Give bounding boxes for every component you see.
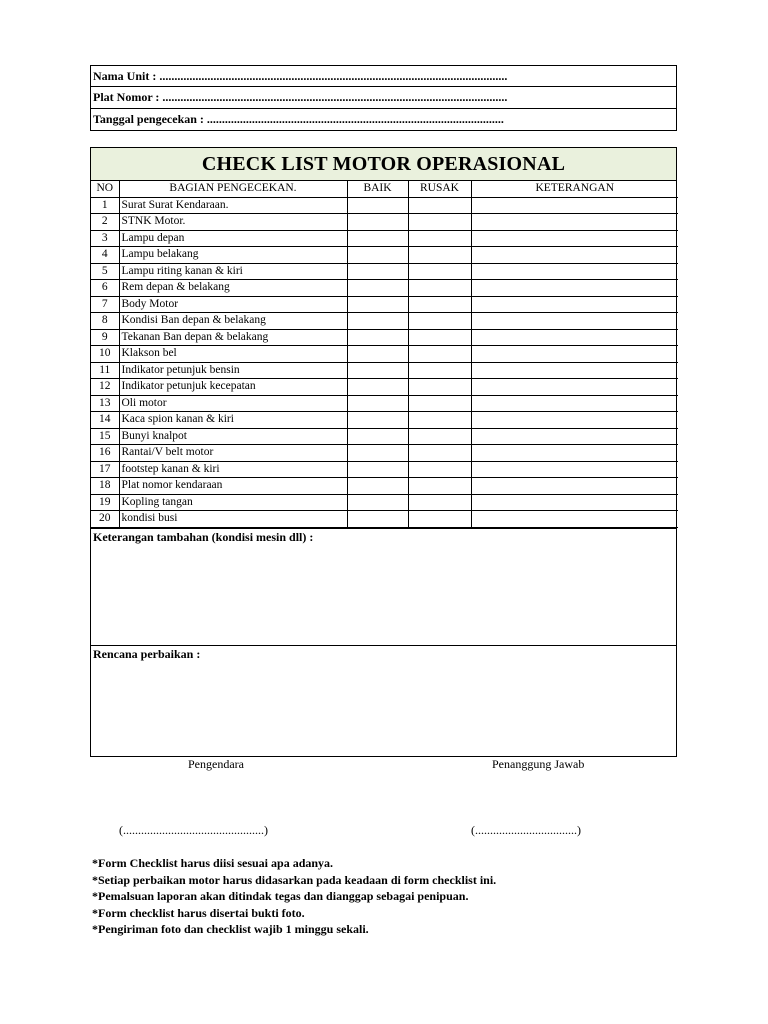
- table-row: [91, 428, 678, 445]
- column-header-baik: BAIK: [347, 181, 408, 197]
- baik-cell[interactable]: [347, 214, 408, 231]
- table-row: [91, 247, 678, 264]
- baik-cell[interactable]: [347, 197, 408, 214]
- rusak-cell[interactable]: [408, 214, 471, 231]
- keterangan-cell[interactable]: [471, 428, 678, 445]
- item-label: Plat nomor kendaraan: [119, 478, 347, 495]
- rusak-cell[interactable]: [408, 263, 471, 280]
- penanggung-jawab-signature-line[interactable]: (..................................): [471, 823, 581, 837]
- item-number: 17: [91, 461, 119, 478]
- item-label: Kaca spion kanan & kiri: [119, 412, 347, 429]
- keterangan-cell[interactable]: [471, 395, 678, 412]
- table-row: [91, 445, 678, 462]
- plat-nomor-field[interactable]: Plat Nomor : ...................................................................................................................: [91, 87, 676, 108]
- rusak-cell[interactable]: [408, 478, 471, 495]
- baik-cell[interactable]: [347, 511, 408, 528]
- keterangan-tambahan-section[interactable]: [91, 528, 676, 645]
- note-item: *Form Checklist harus diisi sesuai apa adanya.: [92, 856, 334, 870]
- item-number: 8: [91, 313, 119, 330]
- baik-cell[interactable]: [347, 230, 408, 247]
- form-title: CHECK LIST MOTOR OPERASIONAL: [91, 148, 676, 181]
- keterangan-cell[interactable]: [471, 346, 678, 363]
- item-number: 5: [91, 263, 119, 280]
- baik-cell[interactable]: [347, 280, 408, 297]
- table-row: [91, 461, 678, 478]
- table-header-row: [91, 181, 678, 197]
- table-row: [91, 412, 678, 429]
- rusak-cell[interactable]: [408, 346, 471, 363]
- keterangan-cell[interactable]: [471, 280, 678, 297]
- baik-cell[interactable]: [347, 329, 408, 346]
- table-row: [91, 478, 678, 495]
- item-label: Klakson bel: [119, 346, 347, 363]
- rusak-cell[interactable]: [408, 197, 471, 214]
- note-item: *Pengiriman foto dan checklist wajib 1 minggu sekali.: [92, 922, 369, 937]
- keterangan-cell[interactable]: [471, 494, 678, 511]
- rusak-cell[interactable]: [408, 379, 471, 396]
- rencana-perbaikan-label: Rencana perbaikan :: [93, 646, 201, 661]
- baik-cell[interactable]: [347, 478, 408, 495]
- keterangan-cell[interactable]: [471, 247, 678, 264]
- table-row: [91, 346, 678, 363]
- table-row: [91, 494, 678, 511]
- keterangan-cell[interactable]: [471, 379, 678, 396]
- item-label: Surat Surat Kendaraan.: [119, 197, 347, 214]
- baik-cell[interactable]: [347, 428, 408, 445]
- rusak-cell[interactable]: [408, 412, 471, 429]
- pengendara-signature-line[interactable]: (...............................................): [119, 823, 268, 837]
- rusak-cell[interactable]: [408, 280, 471, 297]
- column-header-bagian: BAGIAN PENGECEKAN.: [119, 181, 347, 197]
- item-label: Rem depan & belakang: [119, 280, 347, 297]
- item-number: 15: [91, 428, 119, 445]
- item-number: 6: [91, 280, 119, 297]
- item-label: STNK Motor.: [119, 214, 347, 231]
- table-row: [91, 296, 678, 313]
- note-item: *Form checklist harus disertai bukti foto.: [92, 905, 305, 920]
- item-label: Rantai/V belt motor: [119, 445, 347, 462]
- item-label: Indikator petunjuk kecepatan: [119, 379, 347, 396]
- table-row: [91, 395, 678, 412]
- penanggung-jawab-label: Penanggung Jawab: [492, 757, 585, 771]
- table-row: [91, 197, 678, 214]
- baik-cell[interactable]: [347, 445, 408, 462]
- baik-cell[interactable]: [347, 247, 408, 264]
- baik-cell[interactable]: [347, 395, 408, 412]
- note-item: *Setiap perbaikan motor harus didasarkan pada keadaan di form checklist ini.: [92, 872, 497, 887]
- item-number: 13: [91, 395, 119, 412]
- table-row: [91, 263, 678, 280]
- item-label: Oli motor: [119, 395, 347, 412]
- column-header-keterangan: KETERANGAN: [471, 181, 678, 197]
- item-number: 19: [91, 494, 119, 511]
- keterangan-cell[interactable]: [471, 412, 678, 429]
- baik-cell[interactable]: [347, 494, 408, 511]
- rusak-cell[interactable]: [408, 230, 471, 247]
- baik-cell[interactable]: [347, 296, 408, 313]
- rusak-cell[interactable]: [408, 445, 471, 462]
- item-number: 11: [91, 362, 119, 379]
- keterangan-cell[interactable]: [471, 197, 678, 214]
- item-label: Kondisi Ban depan & belakang: [119, 313, 347, 330]
- baik-cell[interactable]: [347, 362, 408, 379]
- item-number: 3: [91, 230, 119, 247]
- item-number: 7: [91, 296, 119, 313]
- column-header-no: NO: [91, 181, 119, 197]
- table-row: [91, 313, 678, 330]
- tanggal-pengecekan-field[interactable]: Tanggal pengecekan : ...................................................................................................: [93, 111, 504, 126]
- item-label: Lampu depan: [119, 230, 347, 247]
- rusak-cell[interactable]: [408, 296, 471, 313]
- baik-cell[interactable]: [347, 313, 408, 330]
- rusak-cell[interactable]: [408, 511, 471, 528]
- table-row: [91, 214, 678, 231]
- baik-cell[interactable]: [347, 346, 408, 363]
- notes-list: [92, 855, 496, 938]
- item-number: 18: [91, 478, 119, 495]
- table-row: [91, 280, 678, 297]
- table-row: [91, 379, 678, 396]
- keterangan-cell[interactable]: [471, 214, 678, 231]
- keterangan-cell[interactable]: [471, 362, 678, 379]
- item-label: Lampu riting kanan & kiri: [119, 263, 347, 280]
- keterangan-cell[interactable]: [471, 296, 678, 313]
- baik-cell[interactable]: [347, 379, 408, 396]
- keterangan-cell[interactable]: [471, 511, 678, 528]
- rusak-cell[interactable]: [408, 362, 471, 379]
- unit-info-box: [90, 65, 677, 131]
- pengendara-label: Pengendara: [188, 757, 244, 771]
- keterangan-tambahan-label: Keterangan tambahan (kondisi mesin dll) :: [93, 529, 314, 544]
- item-label: footstep kanan & kiri: [119, 461, 347, 478]
- nama-unit-field[interactable]: Nama Unit : ....................................................................................................................: [91, 66, 676, 87]
- rusak-cell[interactable]: [408, 395, 471, 412]
- item-number: 9: [91, 329, 119, 346]
- keterangan-cell[interactable]: [471, 478, 678, 495]
- baik-cell[interactable]: [347, 461, 408, 478]
- baik-cell[interactable]: [347, 263, 408, 280]
- keterangan-cell[interactable]: [471, 313, 678, 330]
- note-item: *Pemalsuan laporan akan ditindak tegas dan dianggap sebagai penipuan.: [92, 889, 469, 904]
- item-label: Lampu belakang: [119, 247, 347, 264]
- item-number: 4: [91, 247, 119, 264]
- table-row: [91, 230, 678, 247]
- item-number: 12: [91, 379, 119, 396]
- item-label: Kopling tangan: [119, 494, 347, 511]
- item-number: 16: [91, 445, 119, 462]
- item-label: kondisi busi: [119, 511, 347, 528]
- table-row: [91, 511, 678, 528]
- keterangan-cell[interactable]: [471, 329, 678, 346]
- table-row: [91, 362, 678, 379]
- item-number: 2: [91, 214, 119, 231]
- item-number: 20: [91, 511, 119, 528]
- keterangan-cell[interactable]: [471, 263, 678, 280]
- rusak-cell[interactable]: [408, 329, 471, 346]
- item-label: Bunyi knalpot: [119, 428, 347, 445]
- rusak-cell[interactable]: [408, 428, 471, 445]
- rusak-cell[interactable]: [408, 247, 471, 264]
- baik-cell[interactable]: [347, 412, 408, 429]
- rusak-cell[interactable]: [408, 494, 471, 511]
- rusak-cell[interactable]: [408, 461, 471, 478]
- keterangan-cell[interactable]: [471, 230, 678, 247]
- checklist-table: [91, 181, 678, 528]
- item-number: 14: [91, 412, 119, 429]
- item-label: Body Motor: [119, 296, 347, 313]
- rencana-perbaikan-section[interactable]: [91, 645, 676, 758]
- item-number: 1: [91, 197, 119, 214]
- item-label: Tekanan Ban depan & belakang: [119, 329, 347, 346]
- table-row: [91, 329, 678, 346]
- checklist-form: [90, 147, 677, 757]
- column-header-rusak: RUSAK: [408, 181, 471, 197]
- keterangan-cell[interactable]: [471, 445, 678, 462]
- keterangan-cell[interactable]: [471, 461, 678, 478]
- item-label: Indikator petunjuk bensin: [119, 362, 347, 379]
- item-number: 10: [91, 346, 119, 363]
- rusak-cell[interactable]: [408, 313, 471, 330]
